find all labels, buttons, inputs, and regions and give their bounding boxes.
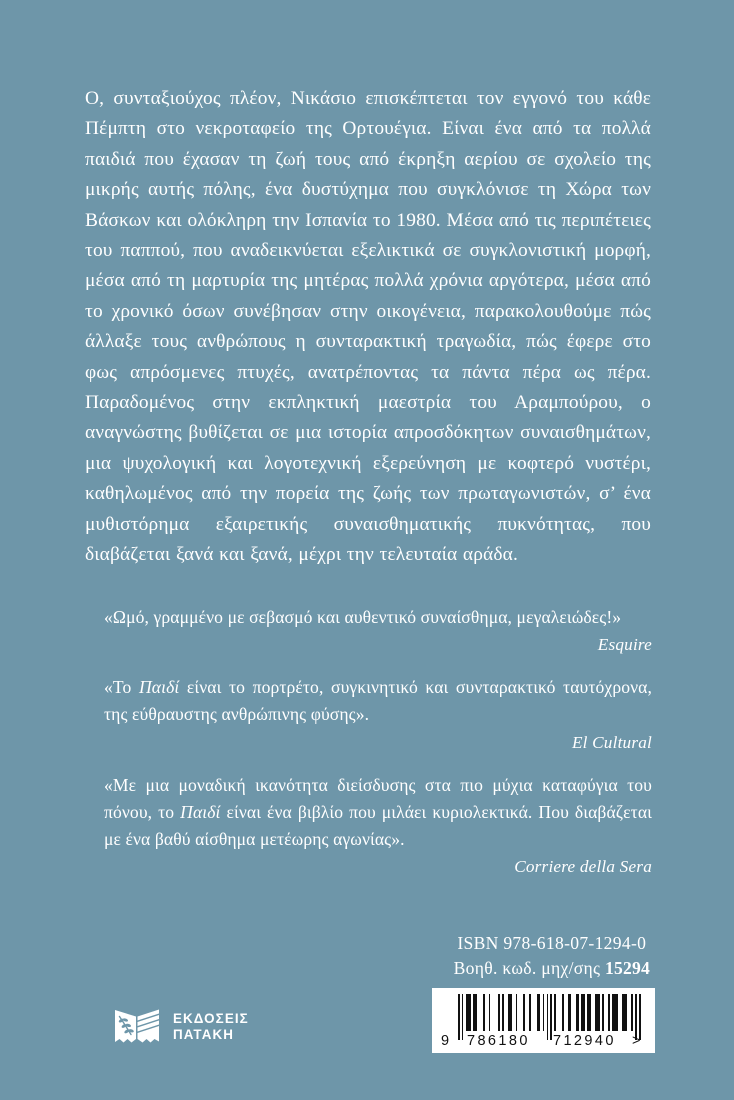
barcode-digits	[432, 1031, 655, 1049]
publisher-name-line2: ΠΑΤΑΚΗ	[173, 1027, 235, 1042]
open-book-with-olive-branch-icon	[110, 1003, 164, 1051]
quote-text-before: «Το	[104, 677, 139, 698]
quote-text-before: «Με μια μοναδική ικανότητα διείσδυσης στα πιο μύχια καταφύγια του πόνου, το	[104, 774, 652, 822]
review-quote-source: El Cultural	[571, 732, 652, 752]
isbn-block	[454, 931, 650, 981]
machine-code-line	[454, 956, 650, 981]
quote-title-italic: Παιδί	[138, 677, 180, 698]
barcode-left-group: 786180	[467, 1033, 530, 1049]
review-quote	[104, 604, 652, 657]
review-quotes	[104, 604, 652, 896]
quote-text-after: είναι ένα βιβλίο που μιλάει κυριολεκτικά. Που διαβάζεται με ένα βαθύ αίσθημα μετέωρης αγωνίας».	[104, 801, 652, 850]
publisher-logo	[110, 1003, 249, 1051]
quote-text-before: «Ωμό, γραμμένο με σεβασμό και αυθεντικό συναίσθημα, μεγαλειώδες!»	[104, 607, 622, 627]
publisher-name-line1: ΕΚΔΟΣΕΙΣ	[173, 1011, 249, 1027]
machine-code-label: Βοηθ. κωδ. μηχ/σης	[453, 958, 601, 978]
review-quote	[104, 674, 652, 754]
review-quote-text	[104, 674, 652, 728]
barcode-bars	[458, 994, 641, 1031]
review-quote	[104, 772, 652, 880]
review-quote-text	[104, 772, 652, 854]
blurb-paragraph: Ο, συνταξιούχος πλέον, Νικάσιο επισκέπτεται τον εγγονό του κάθε Πέμπτη στο νεκροταφείο της Ορτουέγια. Είναι ένα από τα πολλά παιδιά που έχασαν τη ζωή τους από έκρηξη αερίου σε σχολείο της μικρής αυτής πόλης, ένα δυστύχημα που συγκλόνισε τη Χώρα των Βάσκων και ολόκληρη την Ισπανία το 1980. Μέσα από τις περιπέτειες του παππού, που αναδεικνύεται εξελικτικά σε συγκλονιστική μορφή, μέσα από τη μαρτυρία της μητέρας πολλά χρόνια αργότερα, μέσα από το χρονικό όσων συνέβησαν στην οικογένεια, παρακολουθούμε πώς άλλαξε τους ανθρώπους η συνταρακτική τραγωδία, πώς έφερε στο φως απρόσμενες πτυχές, ανατρέποντας τα πάντα πέρα ως πέρα. Παραδομένος στην εκπληκτική μαεστρία του Αραμπούρου, ο αναγνώστης βυθίζεται σε μια ιστορία απροσδόκητων συναισθημάτων, μια ψυχολογική και λογοτεχνική εξερεύνηση με κοφτερό νυστέρι, καθηλωμένος από την πορεία της ζωής των πρωταγωνιστών, σ’ ένα μυθιστόρημα εξαιρετικής συναισθηματικής πυκνότητας, που διαβάζεται ξανά και ξανά, μέχρι την τελευταία αράδα.	[85, 88, 651, 566]
machine-code-value: 15294	[605, 958, 650, 978]
barcode-tail-mark: >	[632, 1033, 641, 1049]
review-quote-text	[104, 604, 652, 631]
barcode-right-group: 712940	[553, 1033, 616, 1049]
isbn-number: ISBN 978-618-07-1294-0	[457, 933, 647, 953]
quote-text-after: είναι το πορτρέτο, συγκινητικό και συνταρακτικό ταυτόχρονα, της εύθραυστης ανθρώπινης φύσης».	[104, 677, 652, 725]
review-quote-source: Corriere della Sera	[514, 857, 652, 877]
barcode	[432, 988, 655, 1053]
barcode-lead-digit: 9	[441, 1033, 450, 1049]
publisher-name	[173, 1011, 249, 1042]
quote-title-italic: Παιδί	[180, 801, 221, 822]
review-quote-source: Esquire	[597, 635, 652, 655]
